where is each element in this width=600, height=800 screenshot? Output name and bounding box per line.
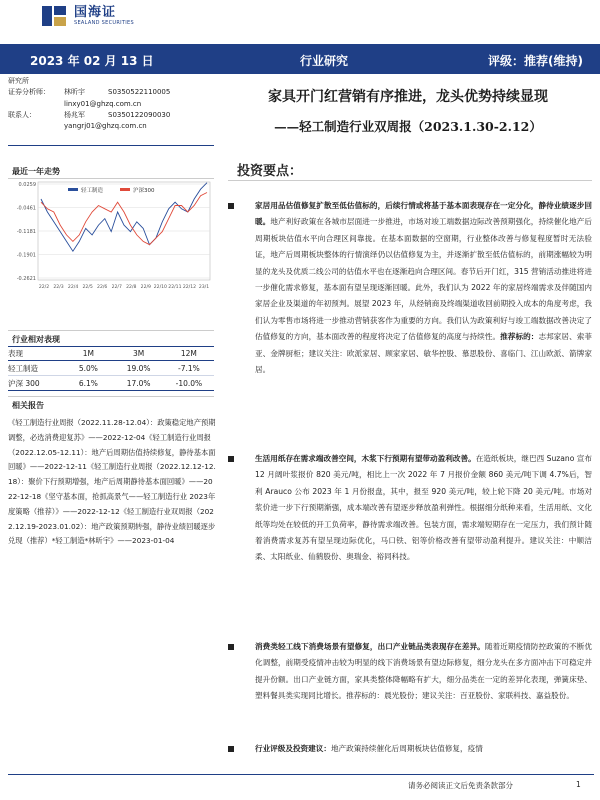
- table-header: 表现: [8, 349, 23, 358]
- legend-swatch-industry: [68, 188, 78, 191]
- x-tick-label: 22/12: [182, 285, 197, 290]
- report-category: 行业研究: [300, 54, 349, 68]
- disclaimer-note: 请务必阅读正文后免责条款部分: [408, 781, 513, 790]
- page-number: 1: [576, 780, 581, 789]
- performance-heading: 行业相对表现: [12, 335, 60, 344]
- table-cell: 17.0%: [126, 378, 151, 388]
- main-heading: 投资要点：: [237, 164, 303, 179]
- analyst-label: 证券分析师：: [8, 88, 50, 97]
- x-tick-label: 22/9: [140, 285, 151, 290]
- logo-text-cn: 国海证: [74, 4, 117, 20]
- institute-label: 研究所: [8, 77, 29, 85]
- point-home-furnishing: [228, 198, 592, 378]
- point-text: 在造纸板块，继巴西 Suzano 宣布 12 月阔叶浆报价 820 美元/吨，相比上一次 2022 年 7 月报价金额 860 美元/吨下调 4.7%后，智利 Arauco 公布 2023 年 1 月份报盘，其中，报至 920 美元/吨，较上轮下降 20 美元/吨。市场对浆价进一步下行预期渐强，成本端改善有望逐步释放盈利弹性。根据细分纸种来看，生活用纸、文化纸等均处在较低的开工负荷率，静待需求端改善。包装方面，需求端短期存在一定压力，我们预计随着消费需求复苏有望呈现边际优化，马口铁、铝等价格改善有望带动盈利提升。建议关注：中顺洁柔、太阳纸业、仙鹤股份、奥瑞金、裕同科技。: [255, 454, 592, 562]
- x-tick-label: 22/4: [67, 285, 79, 290]
- divider: [8, 396, 214, 397]
- table-header: 1M: [82, 349, 95, 358]
- table-row: [8, 361, 214, 376]
- report-title: 家具开门红营销有序推进，龙头优势持续显现: [268, 89, 548, 105]
- x-tick-label: 22/10: [153, 285, 167, 290]
- table-cell: -10.0%: [175, 378, 203, 388]
- contact-email[interactable]: yangrj01@ghzq.com.cn: [64, 122, 147, 131]
- rec-text: 志邦家居、索菲亚、金牌厨柜；建议关注：欧派家居、顾家家居、敏华控股、慕思股份、喜临门、江山欧派、箭牌家居。: [255, 332, 593, 375]
- y-tick-label: -0.1901: [16, 252, 36, 259]
- analyst-id: S0350522110005: [108, 88, 171, 97]
- divider: [8, 178, 214, 179]
- y-tick-label: -0.1181: [16, 229, 36, 235]
- x-tick-label: 22/8: [126, 285, 137, 290]
- contact-label: 联系人：: [8, 110, 36, 119]
- table-cell: 5.0%: [78, 363, 98, 373]
- table-cell: 沪深 300: [8, 378, 40, 388]
- table-cell: 轻工制造: [8, 363, 38, 373]
- logo-text-en: SEALAND SECURITIES: [74, 19, 134, 26]
- table-header: 12M: [180, 349, 197, 358]
- bullet-icon: [228, 746, 234, 752]
- x-tick-label: 22/2: [38, 285, 50, 290]
- point-text: 地产政策持续催化后周期板块估值修复，疫情: [330, 744, 483, 753]
- analyst-name: 林昕宇: [64, 88, 85, 97]
- reports-heading: 相关报告: [12, 401, 44, 410]
- point-rating: [228, 741, 592, 757]
- contact-name: 杨兆军: [64, 110, 85, 119]
- table-row: [8, 376, 214, 391]
- y-tick-label: 0.0259: [18, 182, 36, 188]
- trend-chart: [8, 180, 214, 298]
- bullet-icon: [228, 644, 234, 650]
- contact-id: S0350122090030: [108, 110, 171, 119]
- divider: [8, 330, 214, 331]
- analyst-email[interactable]: linxy01@ghzq.com.cn: [64, 99, 142, 108]
- divider: [8, 145, 214, 146]
- report-rating: 评级：推荐(维持): [488, 54, 583, 68]
- point-heading: 行业评级及投资建议：: [255, 744, 331, 753]
- legend-label-industry: 轻工制造: [81, 188, 104, 194]
- table-cell: 6.1%: [78, 378, 98, 388]
- table-cell: -7.1%: [178, 363, 200, 373]
- company-logo: [40, 4, 134, 28]
- footer-divider: [8, 774, 594, 775]
- point-text: 地产利好政策在各城市层面进一步推进，市场对竣工端数据边际改善预期强化，持续催化地产后周期板块估值水平向合理区间靠拢。在基本面数据的空窗期，行业整体改善与修复程度暂时无法验证，地产后周期板块整体的行情演绎仍以估值修复为主，并逐渐扩散至低估值标的，前期涨幅较为明显的龙头及优质二线公司的估值水平也在逐渐趋向合理区间。春节后开门红，315 营销活动推进将进一步催化需求修复，基本面有望呈现逐渐回暖。此外，我们认为 2022 年的家居终端需求及伴随国内家居企业及渠道的年初预判。展望 2023 年，从经销商及终端渠道收回前期投入成本的角度考虑，我们认为零售市场将进一步推动营销获客作为重要的方向。我们认为政策利好与竣工端数据改善决定了估值修复的方向，基本面改善的程度将决定了估值修复的高度与持续性。: [255, 217, 593, 342]
- rec-label: 推荐标的：: [500, 332, 539, 342]
- point-heading: 生活用纸存在需求端改善空间，木浆下行预期有望带动盈利改善。: [255, 454, 476, 463]
- point-text: 随着近期疫情防控政策的不断优化调整，前期受疫情冲击较为明显的线下消费场景有望边际修复，细分龙头在多方面冲击下可稳定并提升份额。出口产业链方面，家具类整体降幅略有扩大，细分品类在一定的差异化表现，弹簧床垫、塑料餐具类实现同比增长。推荐标的：晨光股份；建议关注：百亚股份、家联科技、嘉益股份。: [255, 642, 593, 701]
- x-tick-label: 22/5: [82, 285, 93, 290]
- table-header-row: [8, 346, 214, 361]
- performance-table: [8, 346, 214, 391]
- x-tick-label: 22/6: [97, 285, 108, 290]
- x-tick-label: 22/11: [168, 285, 182, 290]
- point-heading: 消费类轻工线下消费场景有望修复，出口产业链品类表现存在差异。: [255, 642, 485, 651]
- y-tick-label: -0.0461: [16, 205, 36, 212]
- x-tick-label: 23/1: [198, 285, 210, 290]
- header-bar: [0, 44, 600, 74]
- bullet-icon: [228, 456, 234, 462]
- bullet-icon: [228, 203, 234, 209]
- table-header: 3M: [133, 349, 145, 358]
- author-block: [8, 76, 208, 132]
- y-tick-label: -0.2621: [16, 276, 36, 282]
- table-cell: 19.0%: [126, 363, 151, 373]
- report-subtitle: ——轻工制造行业双周报（2023.1.30-2.12）: [274, 119, 542, 134]
- legend-swatch-index: [120, 188, 130, 191]
- report-date: 2023 年 02 月 13 日: [30, 54, 154, 68]
- point-paper: [228, 451, 592, 566]
- logo-mark-icon: [40, 4, 68, 28]
- legend-label-index: 沪深300: [133, 188, 155, 194]
- trend-heading: 最近一年走势: [12, 167, 60, 176]
- divider: [228, 180, 592, 181]
- point-consumer: [228, 639, 592, 705]
- point-heading: 家居用品估值修复扩散至低估值标的，后续行情或将基于基本面表现存在一定分化，静待业绩逐步回暖。: [255, 201, 592, 227]
- x-tick-label: 22/7: [111, 285, 122, 290]
- trend-chart-svg: [8, 180, 214, 298]
- related-reports-list: 《轻工制造行业周报（2022.11.28-12.04）：政策稳定地产预期调整，必选消费迎复苏》——2022-12-04《轻工制造行业周报（2022.12.05-12.11）：地产后周期估值持续修复，静待基本面回暖》——2022-12-11《轻工制造行业周报（2022.12.12-12.18）：聚价下行预期增强，地产后周期静待基本面回暖》——2022-12-18《坚守基本面，抢抓高景气——轻工制造行业 2023年度策略（推荐）》——2022-12-12《轻工制造行业双周报（2022.12.19-2023.01.02）：地产政策预期转强，静待业绩回暖逐步兑现（推荐）*轻工制造*林昕宇》——2023-01-04: [8, 418, 216, 546]
- x-tick-label: 22/3: [53, 285, 64, 290]
